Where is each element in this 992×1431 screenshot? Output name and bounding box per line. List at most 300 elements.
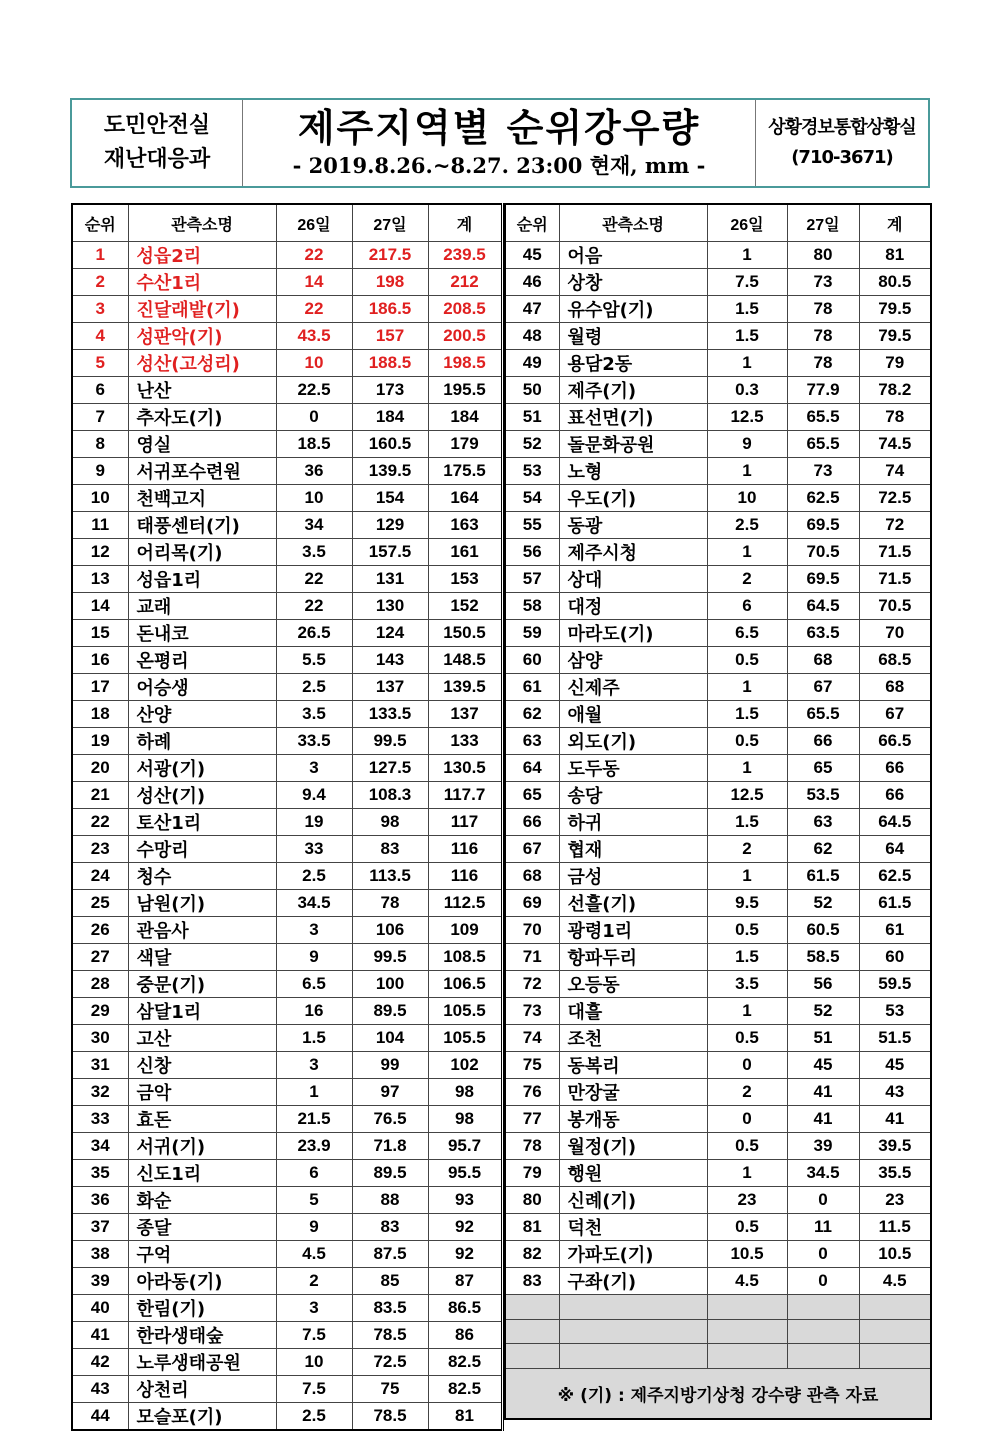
cell-station-name: 애월 — [559, 701, 707, 728]
cell-total: 161 — [428, 539, 502, 566]
cell-total: 200.5 — [428, 323, 502, 350]
cell-total: 112.5 — [428, 890, 502, 917]
cell-day26: 2.5 — [276, 1403, 352, 1431]
cell-total: 79.5 — [859, 296, 931, 323]
cell-rank: 69 — [505, 890, 559, 917]
cell-station-name: 상천리 — [128, 1376, 276, 1403]
table-row — [505, 431, 931, 458]
cell-rank: 16 — [72, 647, 128, 674]
table-row — [505, 1241, 931, 1268]
empty-cell — [787, 1295, 859, 1320]
cell-rank: 67 — [505, 836, 559, 863]
cell-total: 43 — [859, 1079, 931, 1106]
cell-rank: 83 — [505, 1268, 559, 1295]
cell-station-name: 성산(고성리) — [128, 350, 276, 377]
cell-day27: 113.5 — [352, 863, 428, 890]
cell-station-name: 한림(기) — [128, 1295, 276, 1322]
cell-total: 137 — [428, 701, 502, 728]
cell-day27: 56 — [787, 971, 859, 998]
cell-day26: 1.5 — [707, 809, 787, 836]
table-row — [505, 755, 931, 782]
cell-day27: 89.5 — [352, 998, 428, 1025]
report-header — [70, 98, 930, 188]
cell-total: 66 — [859, 755, 931, 782]
empty-cell — [707, 1295, 787, 1320]
cell-day26: 0.5 — [707, 647, 787, 674]
cell-station-name: 항파두리 — [559, 944, 707, 971]
cell-day27: 66 — [787, 728, 859, 755]
table-row — [505, 1025, 931, 1052]
table-body-right — [505, 242, 931, 1419]
table-row — [505, 1052, 931, 1079]
cell-day26: 1 — [707, 539, 787, 566]
cell-total: 195.5 — [428, 377, 502, 404]
cell-day27: 77.9 — [787, 377, 859, 404]
cell-station-name: 하례 — [128, 728, 276, 755]
table-row — [72, 566, 502, 593]
table-row — [505, 593, 931, 620]
cell-rank: 20 — [72, 755, 128, 782]
table-row — [505, 458, 931, 485]
cell-day26: 10 — [276, 350, 352, 377]
table-row — [72, 1187, 502, 1214]
cell-station-name: 모슬포(기) — [128, 1403, 276, 1431]
cell-total: 59.5 — [859, 971, 931, 998]
cell-total: 10.5 — [859, 1241, 931, 1268]
cell-rank: 22 — [72, 809, 128, 836]
cell-total: 70 — [859, 620, 931, 647]
cell-rank: 19 — [72, 728, 128, 755]
table-row — [72, 863, 502, 890]
cell-station-name: 금성 — [559, 863, 707, 890]
empty-cell — [787, 1319, 859, 1344]
cell-day27: 78.5 — [352, 1403, 428, 1431]
cell-total: 175.5 — [428, 458, 502, 485]
cell-day26: 0 — [707, 1052, 787, 1079]
table-row — [505, 296, 931, 323]
cell-day26: 23.9 — [276, 1133, 352, 1160]
cell-day26: 1 — [707, 755, 787, 782]
rainfall-table-left — [71, 203, 504, 1431]
cell-day27: 137 — [352, 674, 428, 701]
cell-day26: 2 — [707, 836, 787, 863]
cell-rank: 50 — [505, 377, 559, 404]
table-row — [72, 269, 502, 296]
cell-rank: 10 — [72, 485, 128, 512]
cell-total: 79 — [859, 350, 931, 377]
cell-station-name: 서귀포수련원 — [128, 458, 276, 485]
cell-total: 163 — [428, 512, 502, 539]
cell-station-name: 동복리 — [559, 1052, 707, 1079]
table-row — [505, 323, 931, 350]
cell-day27: 11 — [787, 1214, 859, 1241]
cell-station-name: 외도(기) — [559, 728, 707, 755]
cell-day27: 85 — [352, 1268, 428, 1295]
table-row — [72, 1376, 502, 1403]
cell-day26: 0 — [707, 1106, 787, 1133]
cell-station-name: 금악 — [128, 1079, 276, 1106]
cell-day26: 9.5 — [707, 890, 787, 917]
cell-station-name: 광령1리 — [559, 917, 707, 944]
cell-day26: 7.5 — [276, 1376, 352, 1403]
cell-rank: 7 — [72, 404, 128, 431]
cell-day27: 130 — [352, 593, 428, 620]
cell-station-name: 토산1리 — [128, 809, 276, 836]
cell-day26: 1.5 — [707, 323, 787, 350]
cell-total: 39.5 — [859, 1133, 931, 1160]
table-row — [505, 890, 931, 917]
cell-station-name: 어리목(기) — [128, 539, 276, 566]
cell-station-name: 효돈 — [128, 1106, 276, 1133]
cell-rank: 12 — [72, 539, 128, 566]
table-row — [72, 1241, 502, 1268]
cell-total: 66 — [859, 782, 931, 809]
cell-station-name: 태풍센터(기) — [128, 512, 276, 539]
cell-day27: 39 — [787, 1133, 859, 1160]
cell-day27: 75 — [352, 1376, 428, 1403]
cell-rank: 60 — [505, 647, 559, 674]
cell-day27: 99.5 — [352, 728, 428, 755]
table-row — [72, 1268, 502, 1295]
cell-day26: 0.5 — [707, 1133, 787, 1160]
cell-day27: 188.5 — [352, 350, 428, 377]
cell-total: 71.5 — [859, 566, 931, 593]
cell-day27: 53.5 — [787, 782, 859, 809]
cell-station-name: 만장굴 — [559, 1079, 707, 1106]
cell-rank: 37 — [72, 1214, 128, 1241]
cell-day27: 143 — [352, 647, 428, 674]
cell-rank: 18 — [72, 701, 128, 728]
cell-total: 66.5 — [859, 728, 931, 755]
cell-day26: 9 — [276, 1214, 352, 1241]
cell-day27: 65 — [787, 755, 859, 782]
cell-day27: 100 — [352, 971, 428, 998]
empty-cell — [505, 1295, 559, 1320]
cell-station-name: 송당 — [559, 782, 707, 809]
col-station: 관측소명 — [128, 204, 276, 242]
cell-station-name: 성판악(기) — [128, 323, 276, 350]
cell-total: 184 — [428, 404, 502, 431]
cell-station-name: 수산1리 — [128, 269, 276, 296]
table-row — [72, 1079, 502, 1106]
table-row — [72, 1214, 502, 1241]
cell-rank: 43 — [72, 1376, 128, 1403]
cell-day26: 2 — [707, 566, 787, 593]
cell-day26: 5 — [276, 1187, 352, 1214]
situation-room-name: 상황경보통합상황실 — [768, 117, 916, 138]
cell-day26: 4.5 — [707, 1268, 787, 1295]
cell-day26: 18.5 — [276, 431, 352, 458]
cell-day27: 65.5 — [787, 431, 859, 458]
cell-day26: 1 — [707, 458, 787, 485]
cell-rank: 62 — [505, 701, 559, 728]
cell-total: 67 — [859, 701, 931, 728]
cell-station-name: 마라도(기) — [559, 620, 707, 647]
cell-day27: 63.5 — [787, 620, 859, 647]
table-row — [72, 1322, 502, 1349]
cell-day27: 52 — [787, 998, 859, 1025]
cell-rank: 13 — [72, 566, 128, 593]
cell-rank: 1 — [72, 242, 128, 269]
cell-day27: 65.5 — [787, 404, 859, 431]
cell-rank: 23 — [72, 836, 128, 863]
cell-rank: 44 — [72, 1403, 128, 1431]
cell-day27: 198 — [352, 269, 428, 296]
table-row — [72, 674, 502, 701]
cell-station-name: 성읍2리 — [128, 242, 276, 269]
cell-day26: 6.5 — [707, 620, 787, 647]
table-row — [505, 620, 931, 647]
cell-rank: 77 — [505, 1106, 559, 1133]
col-rank: 순위 — [505, 204, 559, 242]
cell-total: 64.5 — [859, 809, 931, 836]
cell-day27: 217.5 — [352, 242, 428, 269]
cell-day27: 51 — [787, 1025, 859, 1052]
cell-station-name: 신례(기) — [559, 1187, 707, 1214]
cell-day27: 76.5 — [352, 1106, 428, 1133]
cell-day27: 83 — [352, 1214, 428, 1241]
table-row — [505, 539, 931, 566]
cell-rank: 15 — [72, 620, 128, 647]
cell-total: 164 — [428, 485, 502, 512]
table-row — [72, 1160, 502, 1187]
cell-day26: 43.5 — [276, 323, 352, 350]
cell-day26: 4.5 — [276, 1241, 352, 1268]
cell-day27: 41 — [787, 1106, 859, 1133]
cell-day27: 139.5 — [352, 458, 428, 485]
cell-day26: 23 — [707, 1187, 787, 1214]
table-row — [72, 1025, 502, 1052]
cell-day26: 1.5 — [707, 701, 787, 728]
cell-total: 152 — [428, 593, 502, 620]
cell-day27: 108.3 — [352, 782, 428, 809]
cell-rank: 65 — [505, 782, 559, 809]
cell-station-name: 조천 — [559, 1025, 707, 1052]
cell-day26: 36 — [276, 458, 352, 485]
table-row — [72, 1106, 502, 1133]
col-day26: 26일 — [707, 204, 787, 242]
cell-day26: 3 — [276, 1052, 352, 1079]
cell-total: 11.5 — [859, 1214, 931, 1241]
table-row — [72, 755, 502, 782]
cell-day27: 83 — [352, 836, 428, 863]
cell-rank: 68 — [505, 863, 559, 890]
rainfall-table-right — [504, 203, 932, 1420]
col-rank: 순위 — [72, 204, 128, 242]
cell-station-name: 상창 — [559, 269, 707, 296]
table-row — [505, 728, 931, 755]
cell-day26: 34.5 — [276, 890, 352, 917]
cell-station-name: 행원 — [559, 1160, 707, 1187]
cell-day27: 97 — [352, 1079, 428, 1106]
cell-day26: 1 — [707, 998, 787, 1025]
cell-station-name: 수망리 — [128, 836, 276, 863]
cell-day27: 73 — [787, 269, 859, 296]
empty-cell — [505, 1319, 559, 1344]
table-row — [72, 458, 502, 485]
cell-rank: 34 — [72, 1133, 128, 1160]
cell-total: 35.5 — [859, 1160, 931, 1187]
cell-day27: 106 — [352, 917, 428, 944]
cell-rank: 58 — [505, 593, 559, 620]
cell-day27: 0 — [787, 1241, 859, 1268]
cell-day26: 9 — [707, 431, 787, 458]
cell-total: 68 — [859, 674, 931, 701]
table-row — [505, 971, 931, 998]
cell-day26: 34 — [276, 512, 352, 539]
cell-total: 105.5 — [428, 1025, 502, 1052]
cell-station-name: 영실 — [128, 431, 276, 458]
table-row — [72, 890, 502, 917]
cell-total: 117 — [428, 809, 502, 836]
cell-rank: 41 — [72, 1322, 128, 1349]
cell-station-name: 삼양 — [559, 647, 707, 674]
cell-total: 74.5 — [859, 431, 931, 458]
cell-rank: 55 — [505, 512, 559, 539]
title-box — [243, 100, 756, 186]
cell-day27: 133.5 — [352, 701, 428, 728]
cell-total: 81 — [859, 242, 931, 269]
cell-day27: 104 — [352, 1025, 428, 1052]
cell-rank: 76 — [505, 1079, 559, 1106]
cell-day26: 2.5 — [276, 863, 352, 890]
table-row — [72, 323, 502, 350]
cell-total: 78.2 — [859, 377, 931, 404]
table-row — [72, 836, 502, 863]
cell-total: 139.5 — [428, 674, 502, 701]
division-name: 재난대응과 — [103, 147, 211, 172]
cell-rank: 5 — [72, 350, 128, 377]
empty-cell — [787, 1344, 859, 1369]
cell-station-name: 관음사 — [128, 917, 276, 944]
cell-day26: 16 — [276, 998, 352, 1025]
cell-day27: 157.5 — [352, 539, 428, 566]
cell-day27: 71.8 — [352, 1133, 428, 1160]
cell-total: 68.5 — [859, 647, 931, 674]
cell-total: 150.5 — [428, 620, 502, 647]
cell-rank: 29 — [72, 998, 128, 1025]
cell-day27: 160.5 — [352, 431, 428, 458]
table-row — [505, 1268, 931, 1295]
cell-station-name: 상대 — [559, 566, 707, 593]
table-row — [72, 620, 502, 647]
table-row — [505, 269, 931, 296]
cell-rank: 6 — [72, 377, 128, 404]
cell-rank: 28 — [72, 971, 128, 998]
cell-rank: 48 — [505, 323, 559, 350]
cell-total: 92 — [428, 1214, 502, 1241]
cell-station-name: 구억 — [128, 1241, 276, 1268]
cell-total: 72 — [859, 512, 931, 539]
col-total: 계 — [428, 204, 502, 242]
cell-rank: 3 — [72, 296, 128, 323]
cell-station-name: 종달 — [128, 1214, 276, 1241]
cell-total: 93 — [428, 1187, 502, 1214]
table-row — [72, 728, 502, 755]
cell-day26: 7.5 — [276, 1322, 352, 1349]
cell-total: 106.5 — [428, 971, 502, 998]
cell-station-name: 노루생태공원 — [128, 1349, 276, 1376]
cell-station-name: 서광(기) — [128, 755, 276, 782]
cell-rank: 45 — [505, 242, 559, 269]
cell-station-name: 월정(기) — [559, 1133, 707, 1160]
cell-total: 116 — [428, 836, 502, 863]
cell-station-name: 성읍1리 — [128, 566, 276, 593]
cell-day26: 5.5 — [276, 647, 352, 674]
cell-total: 87 — [428, 1268, 502, 1295]
cell-day26: 6.5 — [276, 971, 352, 998]
cell-day26: 21.5 — [276, 1106, 352, 1133]
cell-day26: 12.5 — [707, 782, 787, 809]
cell-day26: 10.5 — [707, 1241, 787, 1268]
cell-total: 116 — [428, 863, 502, 890]
cell-total: 80.5 — [859, 269, 931, 296]
department-box — [72, 100, 243, 186]
cell-day27: 88 — [352, 1187, 428, 1214]
cell-station-name: 신창 — [128, 1052, 276, 1079]
empty-cell — [559, 1344, 707, 1369]
cell-rank: 4 — [72, 323, 128, 350]
cell-day27: 78 — [352, 890, 428, 917]
cell-rank: 79 — [505, 1160, 559, 1187]
cell-rank: 73 — [505, 998, 559, 1025]
cell-day27: 34.5 — [787, 1160, 859, 1187]
cell-rank: 14 — [72, 593, 128, 620]
table-row — [72, 539, 502, 566]
cell-total: 95.7 — [428, 1133, 502, 1160]
empty-cell — [505, 1344, 559, 1369]
cell-total: 78 — [859, 404, 931, 431]
cell-station-name: 구좌(기) — [559, 1268, 707, 1295]
cell-day26: 9.4 — [276, 782, 352, 809]
table-row — [505, 1133, 931, 1160]
cell-day27: 52 — [787, 890, 859, 917]
empty-cell — [859, 1319, 931, 1344]
table-row — [505, 836, 931, 863]
table-row — [505, 566, 931, 593]
cell-total: 86.5 — [428, 1295, 502, 1322]
cell-day27: 127.5 — [352, 755, 428, 782]
cell-day26: 2 — [276, 1268, 352, 1295]
cell-station-name: 우도(기) — [559, 485, 707, 512]
table-row — [505, 944, 931, 971]
cell-total: 198.5 — [428, 350, 502, 377]
cell-station-name: 용담2동 — [559, 350, 707, 377]
cell-total: 108.5 — [428, 944, 502, 971]
cell-station-name: 남원(기) — [128, 890, 276, 917]
cell-day27: 41 — [787, 1079, 859, 1106]
cell-total: 86 — [428, 1322, 502, 1349]
cell-total: 208.5 — [428, 296, 502, 323]
table-row — [505, 512, 931, 539]
table-row — [505, 1106, 931, 1133]
cell-total: 95.5 — [428, 1160, 502, 1187]
cell-rank: 2 — [72, 269, 128, 296]
cell-total: 41 — [859, 1106, 931, 1133]
cell-rank: 11 — [72, 512, 128, 539]
contact-phone: (710-3671) — [791, 147, 893, 168]
empty-row — [505, 1295, 931, 1320]
cell-total: 179 — [428, 431, 502, 458]
cell-day27: 73 — [787, 458, 859, 485]
cell-day27: 131 — [352, 566, 428, 593]
cell-station-name: 표선면(기) — [559, 404, 707, 431]
cell-station-name: 어승생 — [128, 674, 276, 701]
cell-rank: 63 — [505, 728, 559, 755]
table-row — [505, 917, 931, 944]
cell-rank: 81 — [505, 1214, 559, 1241]
cell-station-name: 서귀(기) — [128, 1133, 276, 1160]
